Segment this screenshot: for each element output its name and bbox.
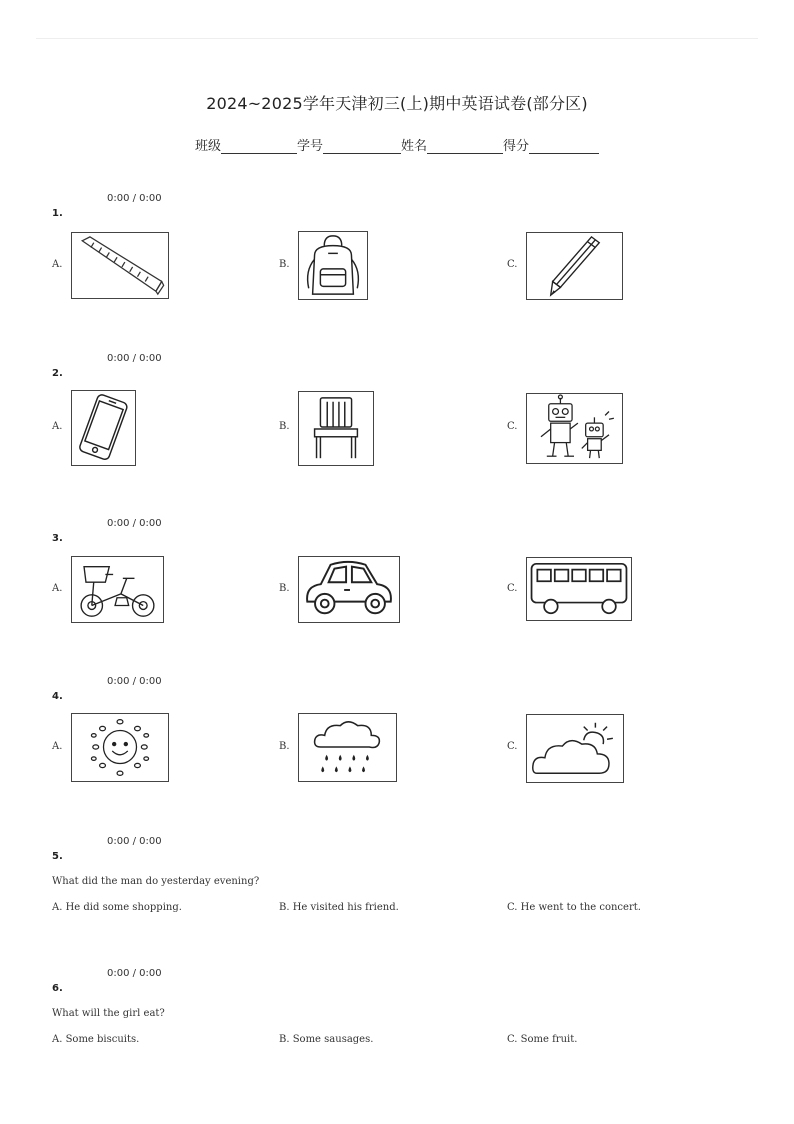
option-letter: A. [52,741,63,752]
bike-picture[interactable] [71,556,164,623]
schoolbag-icon [299,232,367,299]
option-letter: C. [507,421,518,432]
option-letter: A. [52,259,63,270]
robot-picture[interactable] [526,393,623,464]
phone-icon [72,391,135,465]
audio-player-q1[interactable]: 0:00 / 0:00 [107,193,162,204]
question-number: 5. [52,851,63,862]
car-picture[interactable] [298,556,400,623]
score-label: 得分 [503,139,530,154]
robot-icon [527,394,622,463]
header-divider [36,38,758,39]
score-field [503,135,599,154]
bus-icon [527,558,631,620]
class-blank[interactable] [221,139,297,154]
question-number: 6. [52,983,63,994]
bus-picture[interactable] [526,557,632,621]
pencil-icon [527,233,622,299]
audio-player-q5[interactable]: 0:00 / 0:00 [107,836,162,847]
answer-option-b[interactable]: B. Some sausages. [279,1034,374,1045]
answer-option-b[interactable]: B. He visited his friend. [279,902,399,913]
option-letter: B. [279,741,290,752]
option-letter: A. [52,583,63,594]
class-label: 班级 [194,139,221,154]
option-letter: C. [507,259,518,270]
question-number: 1. [52,208,63,219]
question-number: 2. [52,368,63,379]
cloudy-icon [527,715,623,782]
option-letter: B. [279,583,290,594]
student-info-row [0,135,794,154]
name-label: 姓名 [401,139,428,154]
answer-option-a[interactable]: A. He did some shopping. [52,902,182,913]
score-blank[interactable] [529,139,599,154]
rain-picture[interactable] [298,713,397,782]
phone-picture[interactable] [71,390,136,466]
audio-player-q6[interactable]: 0:00 / 0:00 [107,968,162,979]
answer-option-c[interactable]: C. Some fruit. [507,1034,578,1045]
class-field [195,135,297,154]
page-title: 2024~2025学年天津初三(上)期中英语试卷(部分区) [206,94,588,113]
option-letter: C. [507,741,518,752]
option-letter: A. [52,421,63,432]
name-blank[interactable] [427,139,503,154]
question-text: What did the man do yesterday evening? [52,876,260,887]
car-icon [299,557,399,622]
audio-player-q2[interactable]: 0:00 / 0:00 [107,353,162,364]
question-number: 3. [52,533,63,544]
ruler-picture[interactable] [71,232,169,299]
answer-option-a[interactable]: A. Some biscuits. [52,1034,140,1045]
ruler-icon [72,233,168,298]
name-field [401,135,503,154]
audio-player-q3[interactable]: 0:00 / 0:00 [107,518,162,529]
option-letter: B. [279,421,290,432]
question-text: What will the girl eat? [52,1008,165,1019]
sun-icon [72,714,168,781]
pencil-picture[interactable] [526,232,623,300]
sun-picture[interactable] [71,713,169,782]
id-label: 学号 [296,139,323,154]
chair-icon [299,392,373,465]
cloudy-picture[interactable] [526,714,624,783]
audio-player-q4[interactable]: 0:00 / 0:00 [107,676,162,687]
question-number: 4. [52,691,63,702]
id-blank[interactable] [323,139,401,154]
schoolbag-picture[interactable] [298,231,368,300]
rain-icon [299,714,396,781]
bike-icon [72,557,163,622]
option-letter: C. [507,583,518,594]
answer-option-c[interactable]: C. He went to the concert. [507,902,641,913]
chair-picture[interactable] [298,391,374,466]
option-letter: B. [279,259,290,270]
id-field [297,135,401,154]
